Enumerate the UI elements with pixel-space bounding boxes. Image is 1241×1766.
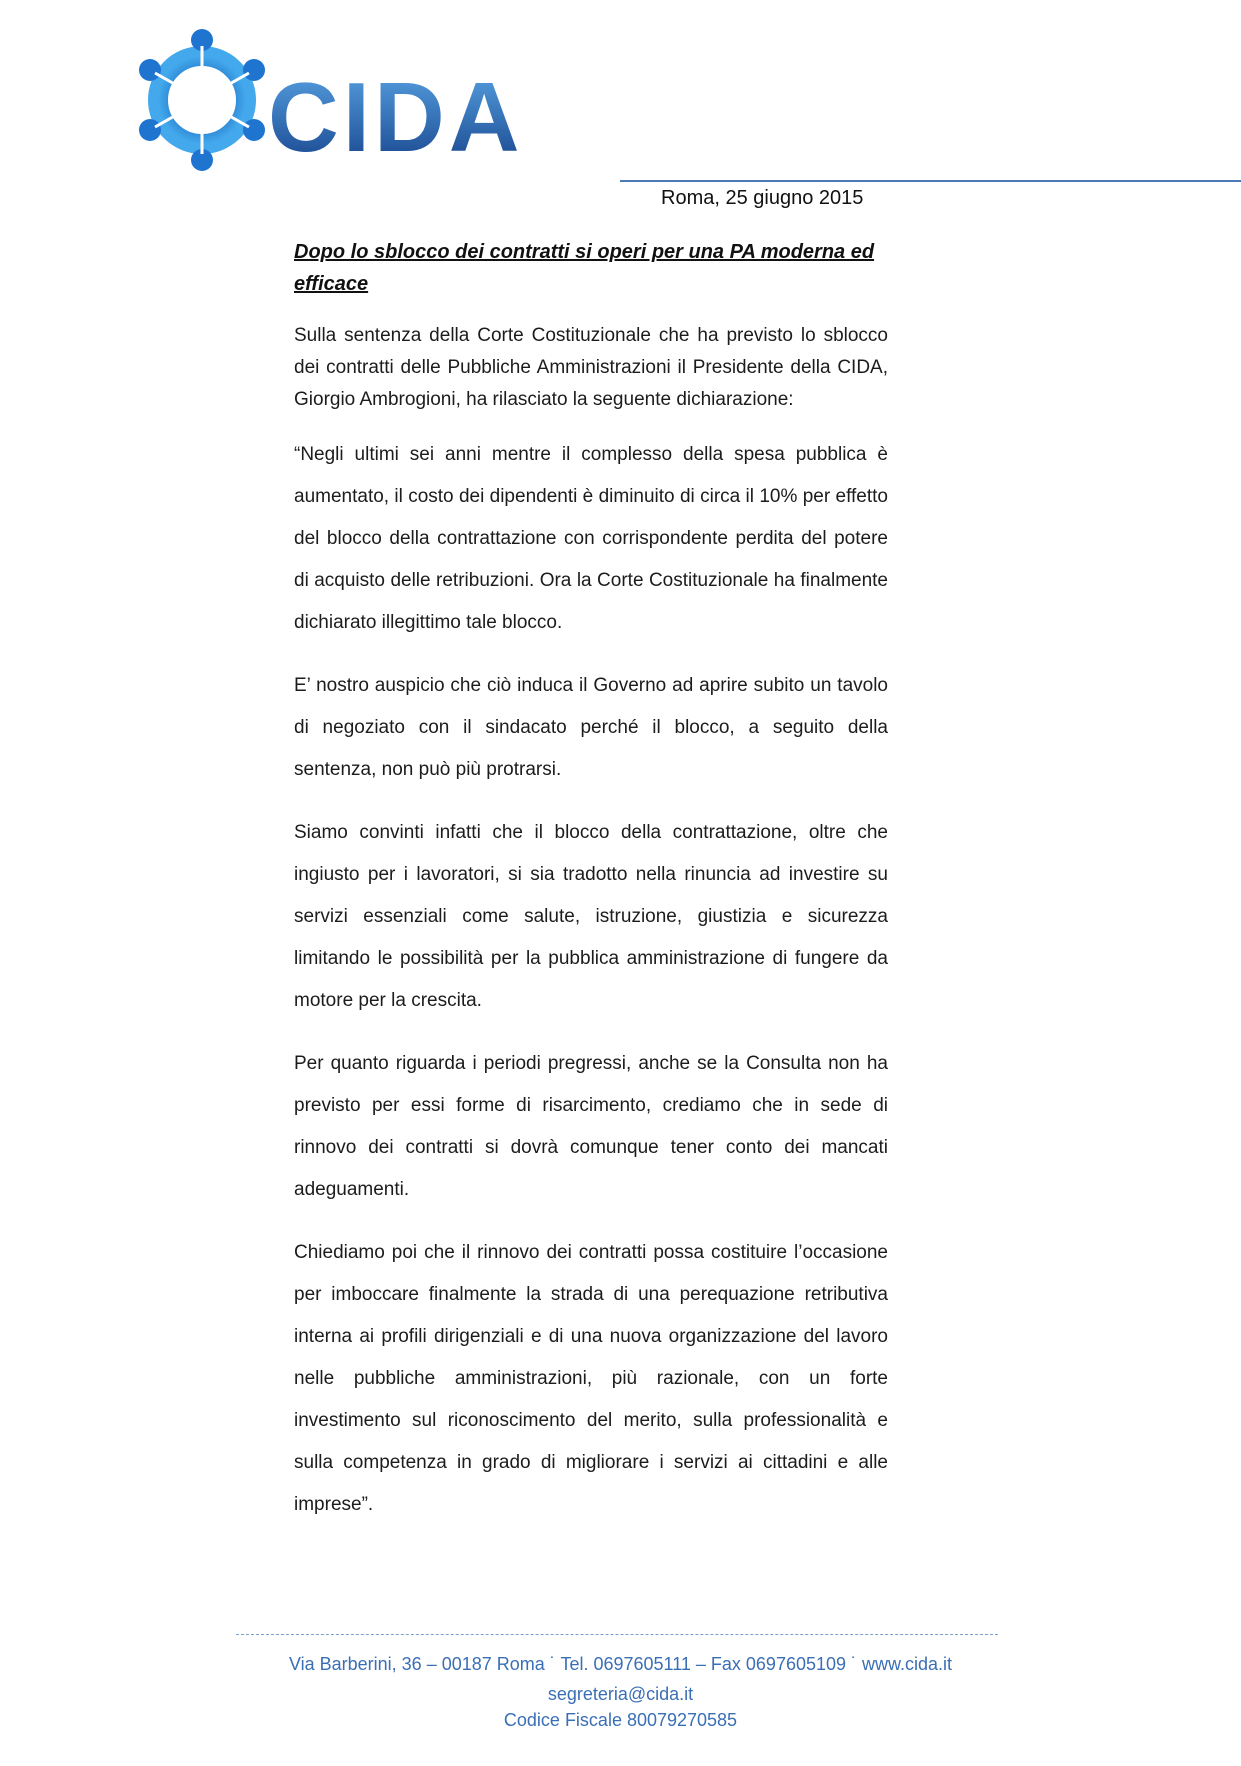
article-body <box>294 236 888 1547</box>
header-rule <box>620 180 1241 182</box>
article-paragraph: E’ nostro auspicio che ciò induca il Governo ad aprire subito un tavolo di negoziato con il sindacato perché il blocco, a seguito della sentenza, non può più protrarsi. <box>294 675 888 780</box>
footer-fiscal-code: Codice Fiscale 80079270585 <box>503 1710 738 1730</box>
article-paragraph: Siamo convinti infatti che il blocco della contrattazione, oltre che ingiusto per i lavoratori, si sia tradotto nella rinuncia ad investire su servizi essenziali come salute, istruzione, giustizia e sicurezza limitando le possibilità per la pubblica amministrazione di fungere da motore per la crescita. <box>294 822 888 1011</box>
article-title: Dopo lo sblocco dei contratti si operi per una PA moderna ed efficace <box>294 241 875 295</box>
article-paragraph: “Negli ultimi sei anni mentre il complesso della spesa pubblica è aumentato, il costo dei dipendenti è diminuito di circa il 10% per effetto del blocco della contrattazione con corrispondente perdita del potere di acquisto delle retribuzioni. Ora la Corte Costituzionale ha finalmente dichiarato illegittimo tale blocco. <box>294 444 888 633</box>
article-paragraph: Chiediamo poi che il rinnovo dei contratti possa costituire l’occasione per imboccare finalmente la strada di una perequazione retributiva interna ai profili dirigenziali e di una nuova organizzazione del lavoro nelle pubbliche amministrazioni, più razionale, con un forte investimento sul riconoscimento del merito, sulla professionalità e sulla competenza in grado di migliorare i servizi ai cittadini e alle imprese”. <box>294 1242 888 1515</box>
cida-logo <box>130 28 630 188</box>
cida-wordmark: CIDA <box>268 62 524 172</box>
footer-rule <box>236 1634 998 1635</box>
footer-email: segreteria@cida.it <box>547 1684 694 1704</box>
article-intro: Sulla sentenza della Corte Costituzionale che ha previsto lo sblocco dei contratti delle Pubbliche Amministrazioni il Presidente della CIDA, Giorgio Ambrogioni, ha rilasciato la seguente dichiarazione: <box>294 325 888 410</box>
people-ring-icon <box>139 29 265 171</box>
document-date: Roma, 25 giugno 2015 <box>661 187 864 209</box>
footer-address: Via Barberini, 36 – 00187 Roma ˙ Tel. 0697605111 – Fax 0697605109 ˙ www.cida.it <box>288 1654 953 1674</box>
article-paragraph: Per quanto riguarda i periodi pregressi, anche se la Consulta non ha previsto per essi forme di risarcimento, crediamo che in sede di rinnovo dei contratti si dovrà comunque tener conto dei mancati adeguamenti. <box>294 1053 888 1200</box>
